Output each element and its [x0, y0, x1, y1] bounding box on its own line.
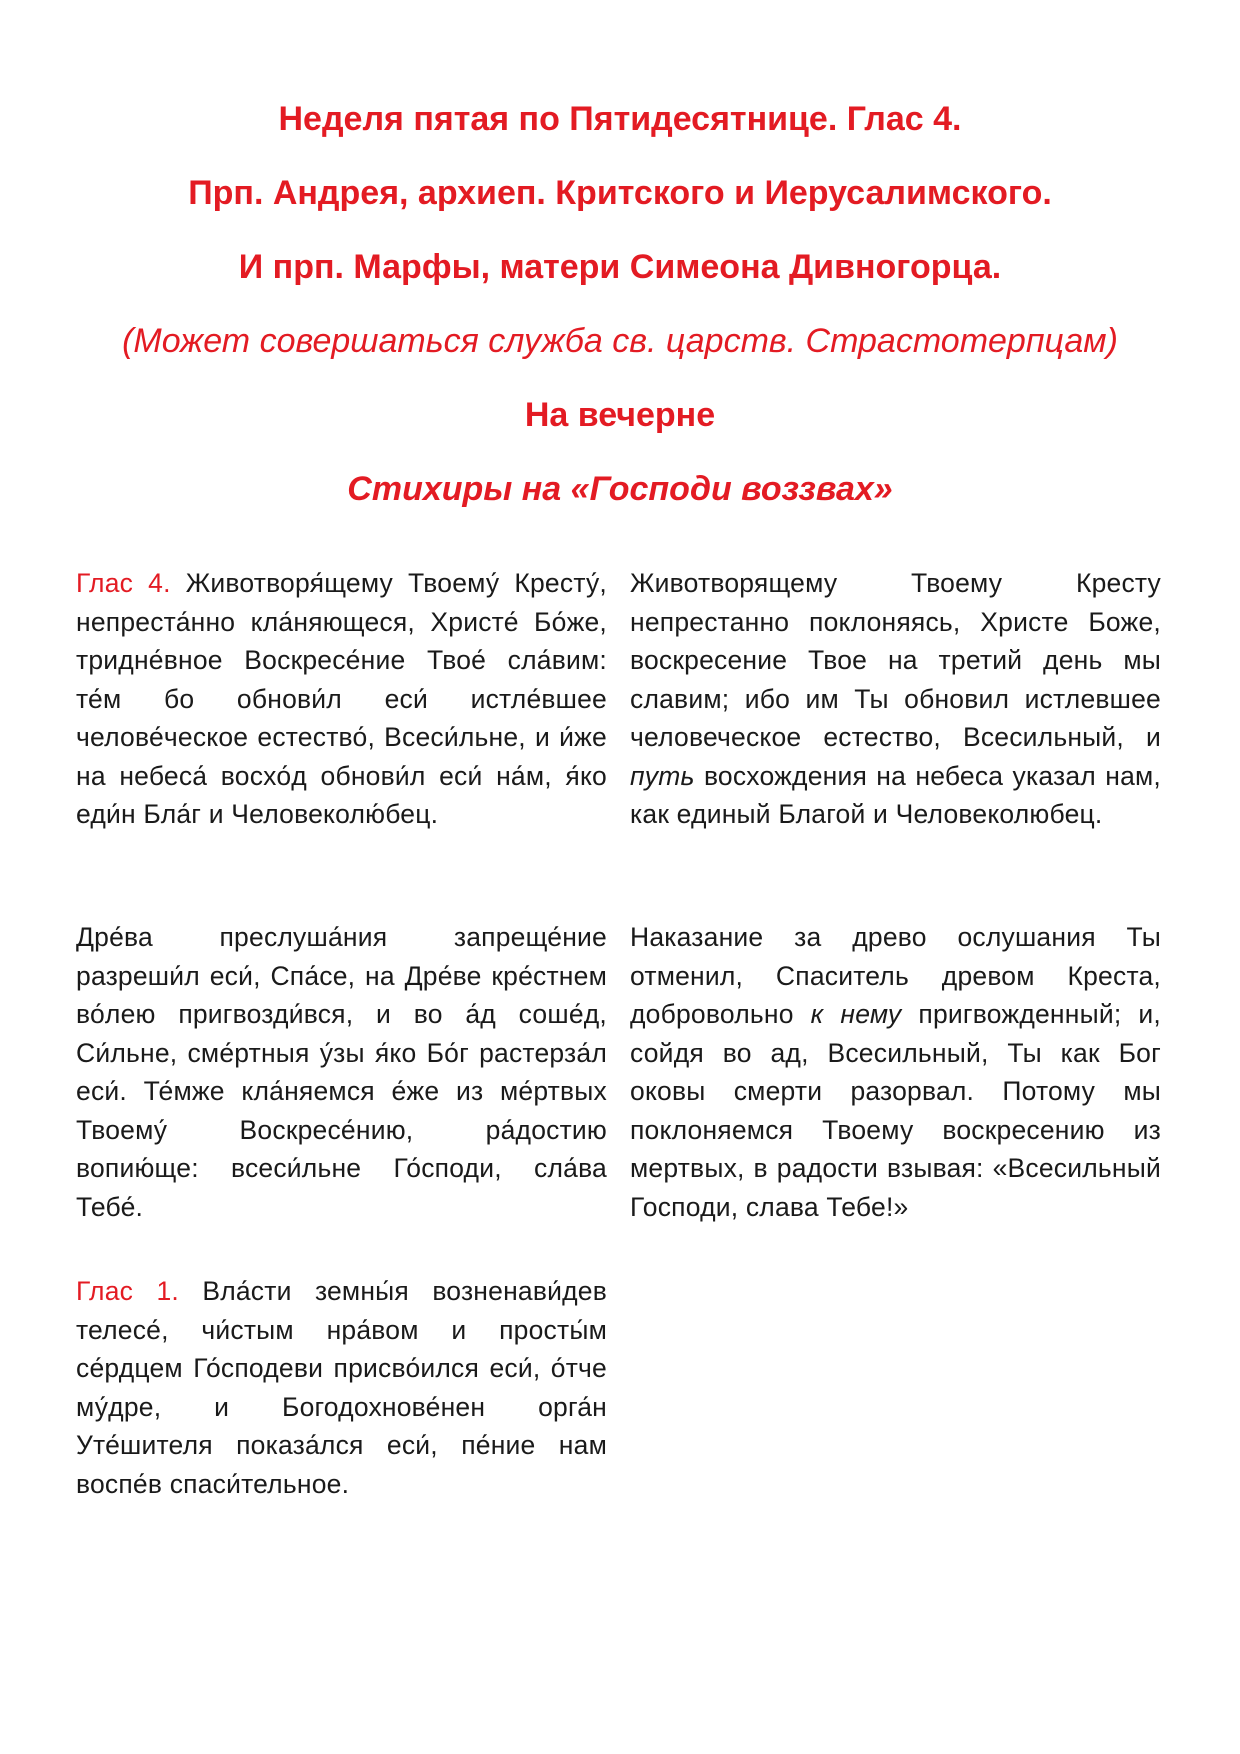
sticheron-2-russian	[630, 918, 1161, 1226]
russian-text-cont: пригвожденный; и, сойдя во ад, Всесильный, Ты как Бог оковы смерти разорвал. Потому мы поклоняемся Твоему воскресению из мертвых, в радости взывая: «Всесильный Господи, слава Тебе!»	[630, 999, 1161, 1222]
subsection-heading-stichera: Стихиры на «Господи воззвах»	[347, 470, 893, 508]
russian-text: Наказание за древо ослушания Ты отменил, Спаситель древом Креста, добровольно	[630, 922, 1161, 1029]
tone-label: Глас 1.	[76, 1276, 179, 1306]
service-header	[60, 82, 1180, 526]
saint-commemoration: Прп. Андрея, архиеп. Критского и Иерусалимского.	[188, 174, 1052, 212]
section-heading-vespers: На вечерне	[524, 396, 716, 434]
sticheron-1-slavonic	[76, 564, 607, 834]
sticheron-1-russian	[630, 564, 1161, 834]
russian-text: Животворящему Твоему Кресту непрестанно поклоняясь, Христе Боже, воскресение Твое на третий день мы славим; ибо им Ты обновил истлевшее человеческое естество, Всесильный, и	[630, 568, 1161, 752]
slavonic-text: Вла́сти земны́я возненави́дев телесе́, чи́стым нра́вом и просты́м се́рдцем Го́сподеви присво́ился еси́, о́тче му́дре, и Богодохнове́нен орга́н Уте́шителя показа́лся еси́, пе́ние нам воспе́в спаси́тельное.	[76, 1276, 607, 1499]
service-note: (Может совершаться служба св. царств. Страстотерпцам)	[122, 322, 1118, 360]
tone-label: Глас 4.	[76, 568, 171, 598]
sticheron-2-slavonic	[76, 918, 607, 1226]
russian-italic-insert: путь	[630, 760, 695, 791]
slavonic-text: Дре́ва преслуша́ния запреще́ние разреши́л еси́, Спа́се, на Дре́ве кре́стнем во́лею пригвозди́вся, и во а́д соше́д, Си́льне, сме́ртныя у́зы я́ко Бо́г растерза́л еси́. Те́мже кла́няемся е́же из ме́ртвых Твоему́ Воскресе́нию, ра́достию вопию́ще: всеси́льне Го́споди, сла́ва Тебе́.	[76, 922, 607, 1222]
saint-commemoration-2: И прп. Марфы, матери Симеона Дивногорца.	[238, 248, 1002, 286]
page-title: Неделя пятая по Пятидесятнице. Глас 4.	[278, 100, 962, 138]
slavonic-text: Животворя́щему Твоему́ Кресту́, непреста́нно кла́няющеся, Христе́ Бо́же, тридне́вное Воскресе́ние Твое́ сла́вим: те́м бо обнови́л еси́ истле́вшее челове́ческое естество́, Всеси́льне, и и́же на небеса́ восхо́д обнови́л еси́ на́м, я́ко еди́н Бла́г и Человеколю́бец.	[76, 568, 607, 829]
russian-italic-insert: к нему	[810, 999, 902, 1029]
russian-text-cont: восхождения на небеса указал нам, как единый Благой и Человеколюбец.	[630, 760, 1161, 829]
sticheron-3-slavonic	[76, 1272, 607, 1503]
